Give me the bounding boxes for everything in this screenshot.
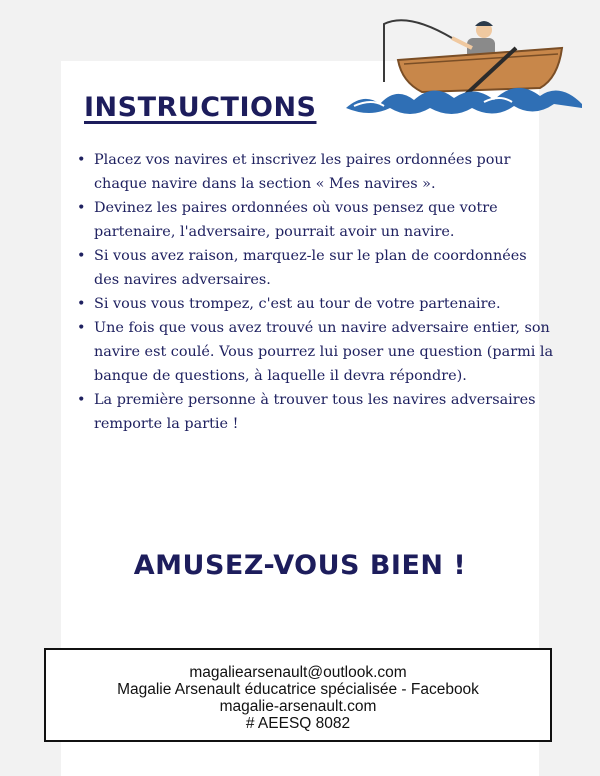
contact-tag: # AEESQ 8082 <box>245 715 351 732</box>
contact-email: magaliearsenault@outlook.com <box>189 664 407 681</box>
list-item: • Si vous vous trompez, c'est au tour de votre partenaire. <box>94 292 556 316</box>
page-title: INSTRUCTIONS <box>84 92 317 123</box>
instructions-list <box>76 148 556 436</box>
list-item: • Placez vos navires et inscrivez les paires ordonnées pour chaque navire dans la section « Mes navires ». <box>94 148 556 196</box>
contact-box <box>44 648 552 742</box>
contact-facebook: Magalie Arsenault éducatrice spécialisée - Facebook <box>117 681 479 698</box>
list-item: • La première personne à trouver tous les navires adversaires remporte la partie ! <box>94 388 556 436</box>
fisherman-boat-illustration <box>344 8 584 120</box>
list-item: • Devinez les paires ordonnées où vous pensez que votre partenaire, l'adversaire, pourrait avoir un navire. <box>94 196 556 244</box>
list-item: • Une fois que vous avez trouvé un navire adversaire entier, son navire est coulé. Vous pourrez lui poser une question (parmi la banque de questions, à laquelle il devra répondre). <box>94 316 556 388</box>
contact-website: magalie-arsenault.com <box>219 698 377 715</box>
list-item: • Si vous avez raison, marquez-le sur le plan de coordonnées des navires adversaires. <box>94 244 556 292</box>
closing-message: AMUSEZ-VOUS BIEN ! <box>133 550 467 581</box>
